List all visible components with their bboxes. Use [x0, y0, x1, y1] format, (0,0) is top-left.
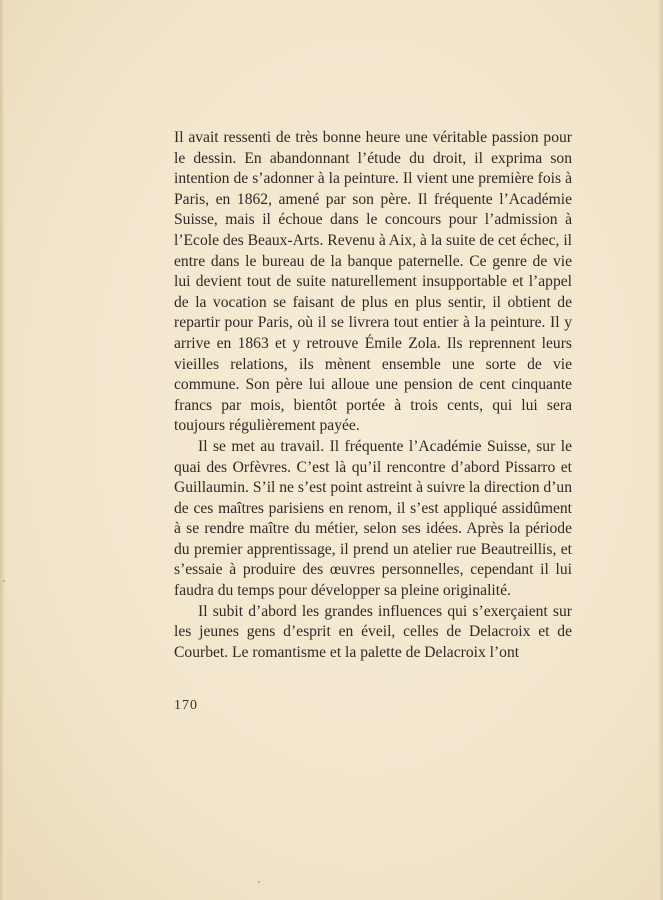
paper-speck: [3, 580, 5, 582]
page-edge-right: [657, 0, 663, 900]
paragraph-1: Il avait ressenti de très bonne heure une véritable passion pour le dessin. En abandonnant l’étude du droit, il exprima son intention de s’adonner à la peinture. Il vient une première fois à Paris, en 1862, amené par son père. Il fréquente l’Académie Suisse, mais il échoue dans le concours pour l’admission à l’Ecole des Beaux-Arts. Revenu à Aix, à la suite de cet échec, il entre dans le bureau de la banque paternelle. Ce genre de vie lui devient tout de suite naturellement insupportable et l’appel de la vocation se faisant de plus en plus sentir, il obtient de repartir pour Paris, où il se livrera tout entier à la peinture. Il y arrive en 1863 et y retrouve Émile Zola. Ils reprennent leurs vieilles relations, ils mènent ensemble une sorte de vie commune. Son père lui alloue une pension de cent cinquante francs par mois, bientôt portée à trois cents, qui lui sera toujours régulièrement payée.: [174, 129, 572, 435]
page-edge-left: [0, 0, 5, 900]
paragraph-2: Il se met au travail. Il fréquente l’Académie Suisse, sur le quai des Orfèvres. C’est là qu’il rencontre d’abord Pissarro et Guillaumin. S’il ne s’est point astreint à suivre la direction d’un de ces maîtres parisiens en renom, il s’est appliqué assidûment à se rendre maître du métier, selon ses idées. Après la période du premier apprentissage, il prend un atelier rue Beautreillis, et s’essaie à produire des œuvres personnelles, cependant il lui faudra du temps pour développer sa pleine originalité.: [174, 437, 572, 600]
paragraph-3: Il subit d’abord les grandes influences qui s’exerçaient sur les jeunes gens d’esprit en éveil, celles de Delacroix et de Courbet. Le romantisme et la palette de Delacroix l’ont: [174, 602, 572, 661]
page-number: 170: [174, 698, 198, 713]
paper-speck: [258, 881, 260, 883]
body-text: [174, 128, 572, 663]
